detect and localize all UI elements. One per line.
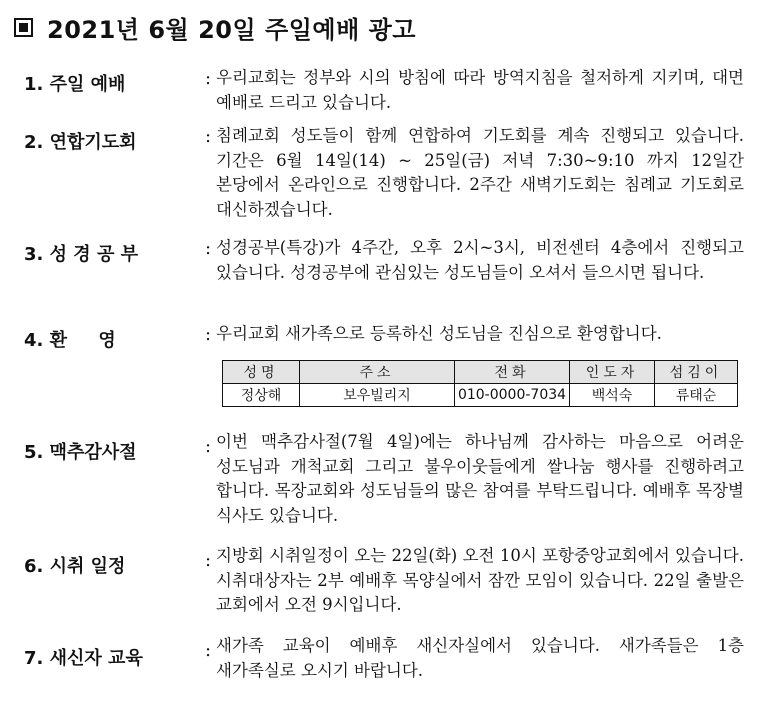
title-text: 2021년 6월 20일 주일예배 광고 bbox=[47, 16, 416, 44]
colon: : bbox=[205, 324, 212, 345]
colon: : bbox=[205, 640, 212, 661]
section-label: 6. 시취 일정 bbox=[24, 556, 126, 577]
section-label: 5. 맥추감사절 bbox=[24, 442, 137, 463]
section-text: 침례교회 성도들이 함께 연합하여 기도회를 계속 진행되고 있습니다. 기간은 6월 14일(14) ~ 25일(금) 저녁 7:30~9:10 까지 12일간 본당에서 온라인으로 진행합니다. 2주간 새벽기도회는 침례교 기도회로 대신하겠습니다. bbox=[216, 126, 744, 219]
cell-name: 정상해 bbox=[223, 384, 300, 407]
section-text: 우리교회는 정부와 시의 방침에 따라 방역지침을 철저하게 지키며, 대면 예배로 드리고 있습니다. bbox=[216, 68, 744, 112]
cell-phone: 010-0000-7034 bbox=[455, 384, 570, 407]
colon: : bbox=[205, 550, 212, 571]
section-text: 지방회 시취일정이 오는 22일(화) 오전 10시 포항중앙교회에서 있습니다. 시취대상자는 2부 예배후 목양실에서 잠깐 모임이 있습니다. 22일 출발은 교회에서 오전 9시입니다. bbox=[216, 546, 744, 614]
colon: : bbox=[205, 68, 212, 89]
header-guide: 인도자 bbox=[570, 361, 655, 384]
colon: : bbox=[205, 436, 212, 457]
table-header-row bbox=[223, 361, 738, 384]
new-member-table bbox=[222, 360, 738, 407]
section-text: 성경공부(특강)가 4주간, 오후 2시~3시, 비전센터 4층에서 진행되고 있습니다. 성경공부에 관심있는 성도님들이 오셔서 들으시면 됩니다. bbox=[216, 238, 744, 282]
page-title bbox=[14, 10, 416, 45]
cell-address: 보우빌리지 bbox=[300, 384, 455, 407]
cell-helper: 류태순 bbox=[655, 384, 738, 407]
header-phone: 전화 bbox=[455, 361, 570, 384]
section-label: 3. 성 경 공 부 bbox=[24, 244, 138, 265]
section-text: 우리교회 새가족으로 등록하신 성도님을 진심으로 환영합니다. bbox=[216, 324, 662, 343]
section-label: 7. 새신자 교육 bbox=[24, 648, 143, 669]
square-bullet-icon bbox=[14, 18, 33, 37]
cell-guide: 백석숙 bbox=[570, 384, 655, 407]
table-row bbox=[223, 384, 738, 407]
section-label: 1. 주일 예배 bbox=[24, 74, 126, 95]
section-text: 새가족 교육이 예배후 새신자실에서 있습니다. 새가족들은 1층 새가족실로 오시기 바랍니다. bbox=[216, 636, 744, 680]
header-name: 성명 bbox=[223, 361, 300, 384]
section-label: 2. 연합기도회 bbox=[24, 132, 137, 153]
header-helper: 섬김이 bbox=[655, 361, 738, 384]
colon: : bbox=[205, 238, 212, 259]
section-label: 4. 환 영 bbox=[24, 330, 116, 351]
colon: : bbox=[205, 126, 212, 147]
header-address: 주소 bbox=[300, 361, 455, 384]
section-text: 이번 맥추감사절(7월 4일)에는 하나님께 감사하는 마음으로 어려운 성도님과 개척교회 그리고 불우이웃들에게 쌀나눔 행사를 진행하려고 합니다. 목장교회와 성도님들의 많은 참여를 부탁드립니다. 예배후 목장별 식사도 있습니다. bbox=[216, 432, 744, 525]
